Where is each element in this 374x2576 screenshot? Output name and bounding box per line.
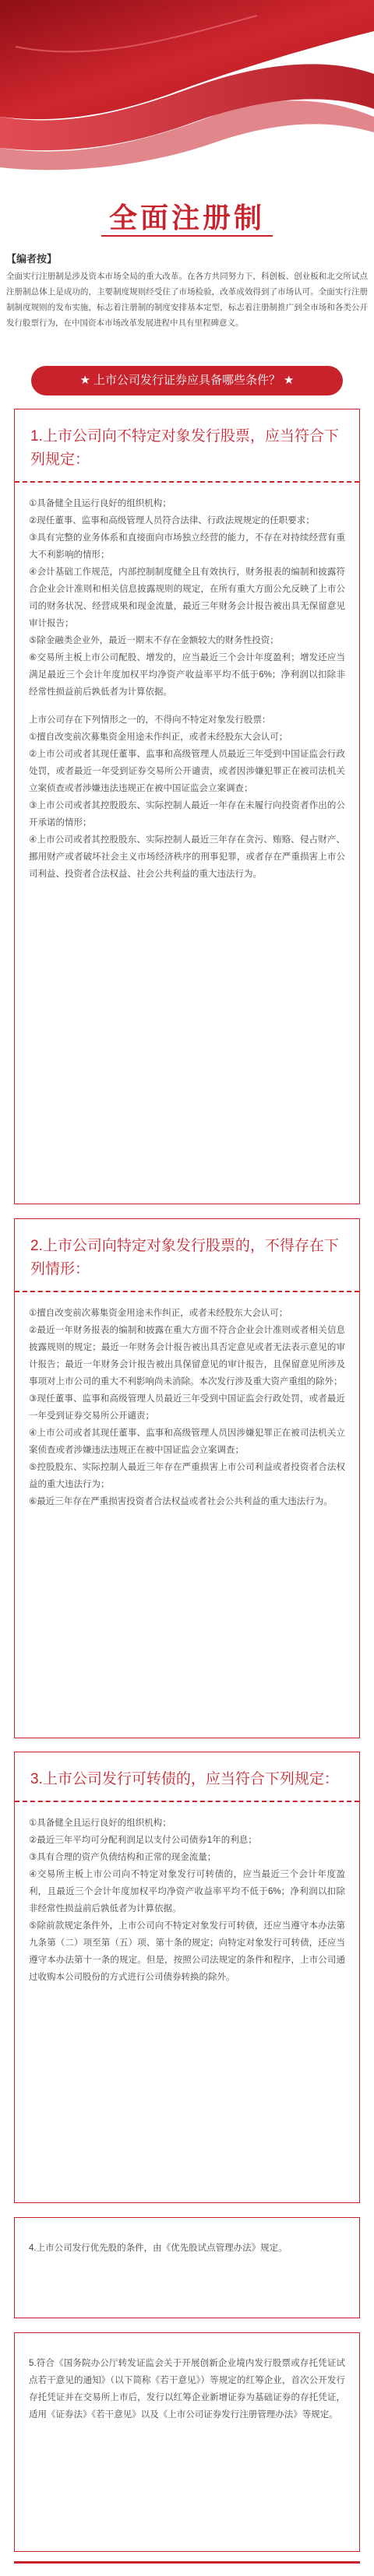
paragraph: ⑥最近三年存在严重损害投资者合法权益或者社会公共利益的重大违法行为。 xyxy=(29,1497,333,1506)
bottom-divider xyxy=(14,2561,360,2564)
paragraph: ①擅自改变前次募集资金用途未作纠正，或者未经股东大会认可； xyxy=(29,1309,288,1318)
section-heading: 2.上市公司向特定对象发行股票的，不得存在下列情形： xyxy=(15,1219,359,1292)
question-banner xyxy=(31,366,343,395)
title-underline xyxy=(101,235,273,237)
paragraph: ⑤控股股东、实际控制人最近三年存在严重损害上市公司利益或者投资者合法权益的重大违法行为； xyxy=(29,1463,345,1489)
paragraph: ③具有合理的资产负债结构和正常的现金流量； xyxy=(29,1853,217,1862)
paragraph: ①擅自改变前次募集资金用途未作纠正，或者未经股东大会认可； xyxy=(29,733,288,742)
paragraph: ④上市公司或者其控股股东、实际控制人最近三年存在贪污、贿赂、侵占财产、挪用财产或者破坏社会主义市场经济秩序的刑事犯罪，或者存在严重损害上市公司利益、投资者合法权益、社会公共利益的重大违法行为。 xyxy=(29,835,345,879)
section-body xyxy=(15,1802,359,1998)
section-card-4 xyxy=(14,2217,360,2318)
paragraph: ①具备健全且运行良好的组织机构； xyxy=(29,1819,171,1828)
section-card-5 xyxy=(14,2332,360,2552)
section-card-2 xyxy=(14,1218,360,1738)
paragraph: ②最近一年财务报表的编制和披露在重大方面不符合企业会计准则或者相关信息披露规则的规定；最近一年财务会计报告被出具否定意见或者无法表示意见的审计报告；最近一年财务会计报告被出具保留意见的审计报告，且保留意见所涉及事项对上市公司的重大不利影响尚未消除。本次发行涉及重大资产重组的除外； xyxy=(29,1326,345,1386)
section-card-3 xyxy=(14,1752,360,2203)
header-ribbon-banner xyxy=(0,0,374,195)
section-body xyxy=(15,2218,359,2272)
section-heading: 3.上市公司发行可转债的，应当符合下列规定： xyxy=(15,1752,359,1802)
editor-note xyxy=(6,251,368,331)
paragraph: ④交易所主板上市公司向不特定对象发行可转债的，应当最近三个会计年度盈利，且最近三个会计年度加权平均净资产收益率平均不低于6%；净利润以扣除非经常性损益前后孰低者为计算依据。 xyxy=(29,1870,345,1914)
section-heading: 1.上市公司向不特定对象发行股票，应当符合下列规定： xyxy=(15,409,359,483)
question-banner-text: 上市公司发行证券应具备哪些条件？ xyxy=(93,374,280,387)
paragraph: ②最近三年平均可分配利润足以支付公司债券1年的利息； xyxy=(29,1836,257,1845)
paragraph: ③现任董事、监事和高级管理人员最近三年受到中国证监会行政处罚，或者最近一年受到证券交易所公开谴责； xyxy=(29,1394,345,1421)
section-body xyxy=(15,1292,359,1523)
star-icon: ★ xyxy=(284,374,295,387)
paragraph: ②上市公司或者其现任董事、监事和高级管理人员最近三年受到中国证监会行政处罚，或者最近一年受到证券交易所公开谴责，或者因涉嫌犯罪正在被司法机关立案侦查或者涉嫌违法违规正在被中国证监会立案调查； xyxy=(29,750,345,793)
paragraph: ⑥交易所主板上市公司配股、增发的，应当最近三个会计年度盈利；增发还应当满足最近三个会计年度加权平均净资产收益率平均不低于6%；净利润以扣除非经常性损益前后孰低者为计算依据。 xyxy=(29,653,345,697)
paragraph: 4.上市公司发行优先股的条件，由《优先股试点管理办法》规定。 xyxy=(29,2244,288,2253)
page-title: 全面注册制 xyxy=(108,202,265,234)
paragraph: ④上市公司或者其现任董事、监事和高级管理人员因涉嫌犯罪正在被司法机关立案侦查或者涉嫌违法违规正在被中国证监会立案调查； xyxy=(29,1429,345,1455)
paragraph: ③具有完整的业务体系和直接面向市场独立经营的能力，不存在对持续经营有重大不利影响的情形； xyxy=(29,533,345,560)
section-card-1 xyxy=(14,409,360,1204)
paragraph: ①具备健全且运行良好的组织机构； xyxy=(29,499,171,508)
red-ribbon-graphic xyxy=(0,0,374,195)
paragraph: ⑤除前款规定条件外，上市公司向不特定对象发行可转债，还应当遵守本办法第九条第（二）项至第（五）项、第十条的规定；向特定对象发行可转债，还应当遵守本办法第十一条的规定。但是，按照公司法规定的条件和程序，上市公司通过收购本公司股份的方式进行公司债券转换的除外。 xyxy=(29,1921,345,1982)
editor-note-body: 全面实行注册制是涉及资本市场全局的重大改革。在各方共同努力下，科创板、创业板和北交所试点注册制总体上是成功的，主要制度规则经受住了市场检验，改革成效得到了市场认可。全面实行注册制制度规则的发布实施，标志着注册制的制度安排基本定型，标志着注册制推广到全市场和各类公开发行股票行为，在中国资本市场改革发展进程中具有里程碑意义。 xyxy=(6,272,368,328)
paragraph: ④会计基础工作规范，内部控制制度健全且有效执行，财务报表的编制和披露符合企业会计准则和相关信息披露规则的规定，在所有重大方面公允反映了上市公司的财务状况、经营成果和现金流量，最近三年财务会计报告被出具无保留意见审计报告； xyxy=(29,568,345,628)
spacer xyxy=(29,701,345,712)
star-icon: ★ xyxy=(79,374,90,387)
paragraph: ③上市公司或者其控股股东、实际控制人最近一年存在未履行向投资者作出的公开承诺的情形； xyxy=(29,801,345,828)
editor-note-label: 【编者按】 xyxy=(6,253,58,265)
section-body xyxy=(15,483,359,895)
paragraph: ⑤除金融类企业外，最近一期末不存在金额较大的财务性投资； xyxy=(29,636,279,645)
paragraph: ②现任董事、监事和高级管理人员符合法律、行政法规规定的任职要求； xyxy=(29,516,315,525)
paragraph: 5.符合《国务院办公厅转发证监会关于开展创新企业境内发行股票或存托凭证试点若干意见的通知》（以下简称《若干意见》）等规定的红筹企业，首次公开发行存托凭证并在交易所上市后，发行以红筹企业新增证券为基础证券的存托凭证，适用《证券法》《若干意见》以及《上市公司证券发行注册管理办法》等规定。 xyxy=(29,2359,345,2420)
paragraph: 上市公司存在下列情形之一的，不得向不特定对象发行股票： xyxy=(29,715,271,725)
section-body xyxy=(15,2333,359,2439)
